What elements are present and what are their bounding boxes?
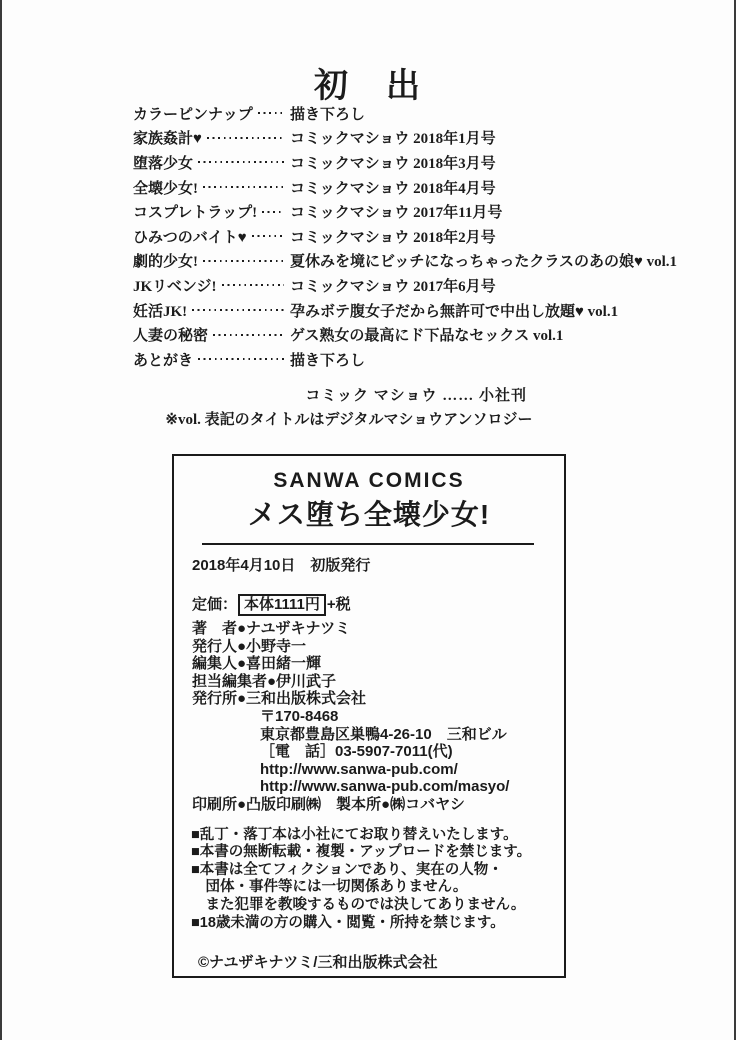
printer-line: 印刷所●凸版印刷㈱ 製本所●㈱コバヤシ	[192, 795, 465, 813]
credit-title: コスプレトラップ!	[133, 205, 258, 222]
credit-title: カラーピンナップ	[133, 106, 253, 123]
credit-row	[133, 224, 633, 249]
notice-line: ■本書は全てフィクションであり、実在の人物・	[191, 861, 503, 878]
credit-source: 夏休みを境にビッチになっちゃったクラスのあの娘♥ vol.1	[290, 254, 678, 271]
page-left-edge-line	[0, 0, 2, 1040]
postal-code: 〒170-8468	[260, 707, 339, 725]
notice-line: 団体・事件等には一切関係ありません。	[191, 879, 468, 896]
credit-title: 人妻の秘密	[133, 328, 209, 345]
credit-row	[133, 126, 633, 151]
address-block	[174, 708, 564, 796]
credit-source: コミックマショウ 2017年11月号	[290, 205, 503, 222]
credit-title: 堕落少女	[133, 155, 194, 172]
publishing-house-line: 発行所●三和出版株式会社	[192, 690, 367, 708]
credit-row	[133, 322, 633, 347]
credit-title: ひみつのバイト♥	[133, 229, 247, 246]
credit-source: 孕みボテ腹女子だから無許可で中出し放題♥ vol.1	[290, 303, 619, 320]
price-line	[192, 594, 564, 616]
publisher-person-line: 発行人●小野寺一	[192, 637, 307, 655]
credit-row	[133, 199, 633, 224]
credit-title: JKリベンジ!	[133, 278, 217, 295]
copyright-line: ©ナユザキナツミ/三和出版株式会社	[198, 954, 438, 972]
credit-source: コミックマショウ 2018年3月号	[290, 155, 496, 172]
notice-line: ■本書の無断転載・複製・アップロードを禁じます。	[191, 844, 532, 861]
page-title: 初 出	[314, 68, 422, 105]
credit-row	[133, 101, 633, 126]
dot-leader	[262, 211, 284, 213]
publisher-note: コミック マショウ …… 小社刊	[305, 388, 527, 404]
notice-line: また犯罪を教唆するものでは決してありません。	[191, 896, 526, 913]
credit-row	[133, 150, 633, 175]
colophon-box	[172, 454, 566, 978]
credit-row	[133, 273, 633, 298]
credit-row	[133, 347, 633, 372]
credit-source: コミックマショウ 2018年2月号	[290, 229, 496, 246]
credit-title: 家族姦計♥	[133, 131, 202, 148]
credit-source: コミックマショウ 2018年4月号	[290, 180, 496, 197]
credit-row	[133, 249, 678, 274]
price-tax-suffix: +税	[326, 596, 351, 613]
notice-line: ■乱丁・落丁本は小社にてお取り替えいたします。	[191, 826, 518, 843]
notice-line: ■18歳未満の方の購入・閲覧・所持を禁じます。	[191, 914, 505, 931]
credit-source: 描き下ろし	[290, 106, 366, 123]
legal-notices	[174, 827, 564, 933]
dot-leader	[198, 161, 284, 163]
credit-title: あとがき	[133, 352, 194, 369]
vol-note: ※vol. 表記のタイトルはデジタルマショウアンソロジー	[165, 412, 533, 428]
dot-leader	[252, 235, 284, 237]
dot-leader	[203, 186, 284, 188]
editor-line: 編集人●喜田緒一輝	[192, 655, 322, 673]
staff-block	[174, 620, 564, 708]
dot-leader	[198, 358, 284, 360]
credit-title: 全壊少女!	[133, 180, 198, 197]
website-url: http://www.sanwa-pub.com/	[260, 760, 458, 778]
credit-source: 描き下ろし	[290, 352, 366, 369]
dot-leader	[222, 284, 285, 286]
street-address: 東京都豊島区巣鴨4-26-10 三和ビル	[260, 725, 507, 743]
dot-leader	[203, 260, 284, 262]
dot-leader	[258, 112, 284, 114]
price-boxed-value: 本体1111円	[238, 594, 326, 616]
credit-row	[133, 175, 633, 200]
title-divider	[202, 543, 534, 545]
credit-source: ゲス熟女の最高にド下品なセックス vol.1	[290, 328, 564, 345]
credit-title: 劇的少女!	[133, 254, 198, 271]
series-name: SANWA COMICS	[273, 469, 465, 492]
author-line: 著 者●ナユザキナツミ	[192, 620, 351, 637]
phone-number: ［電 話］03-5907-7011(代)	[260, 743, 453, 761]
dot-leader	[207, 137, 284, 139]
price-label: 定価：	[192, 596, 238, 613]
credit-source: コミックマショウ 2018年1月号	[290, 131, 496, 148]
book-title: メス堕ち全壊少女!	[247, 499, 491, 530]
managing-editor-line: 担当編集者●伊川武子	[192, 672, 337, 690]
credit-title: 妊活JK!	[133, 303, 188, 320]
first-publication-list	[133, 101, 678, 372]
edition-date: 2018年4月10日 初版発行	[192, 557, 371, 574]
dot-leader	[192, 309, 284, 311]
dot-leader	[213, 334, 284, 336]
credit-row	[133, 298, 633, 323]
magazine-url: http://www.sanwa-pub.com/masyo/	[260, 778, 510, 796]
credit-source: コミックマショウ 2017年6月号	[290, 278, 496, 295]
